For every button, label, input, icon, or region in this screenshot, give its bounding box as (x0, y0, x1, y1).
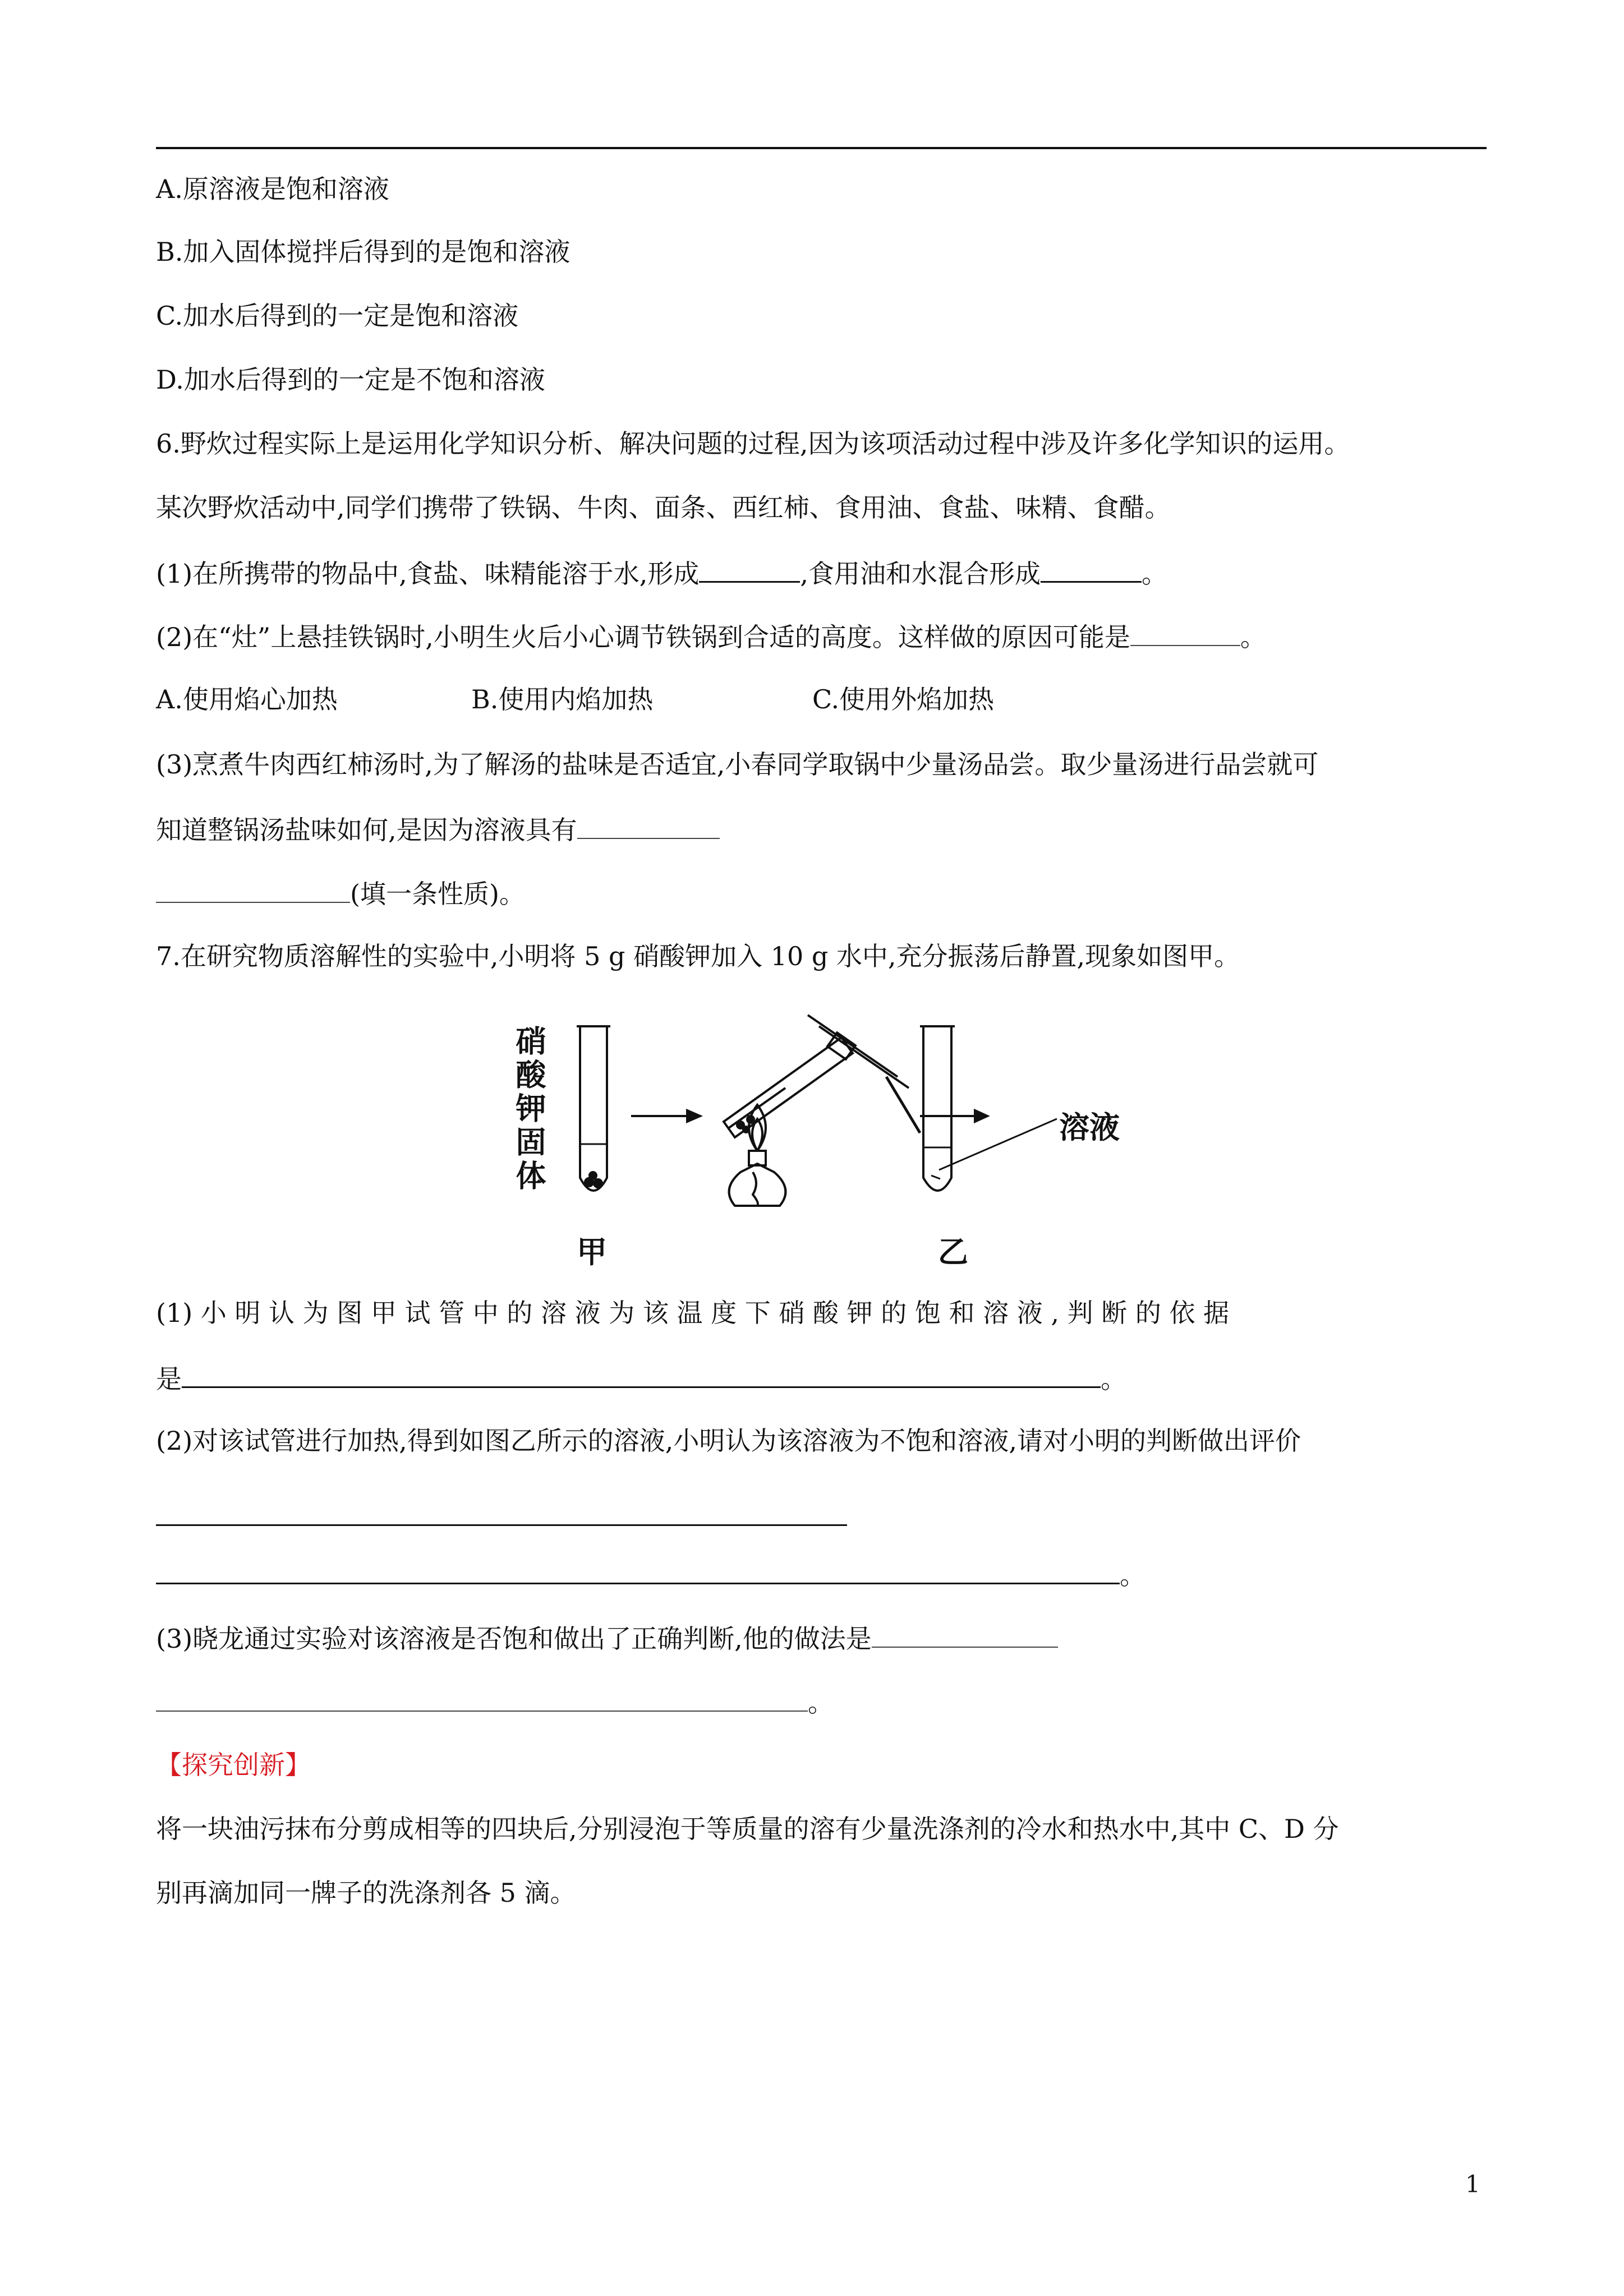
figure-label-solid: 硝酸钾固体 (511, 1025, 546, 1193)
q7-part3-line2 (156, 1688, 834, 1716)
test-tube-yi (920, 1026, 1057, 1191)
q7-part1-line1 (156, 1300, 1487, 1326)
q6-part3-line3 (156, 879, 525, 907)
q6-1-end: 。 (1142, 559, 1168, 589)
q6-part2 (156, 623, 1266, 650)
option-c: C.加水后得到的一定是饱和溶液 (156, 301, 519, 331)
figure-label-jia: 甲 (577, 1234, 607, 1270)
arrow-1 (631, 1110, 700, 1122)
q6-3-tail: (填一条性质)。 (350, 879, 525, 909)
section-title: 【探究创新】 (156, 1750, 311, 1780)
q6-intro-line1: 6.野炊过程实际上是运用化学知识分析、解决问题的过程,因为该项活动过程中涉及许多化学知识的运用。 (156, 428, 1350, 459)
final-paragraph-line2: 别再滴加同一牌子的洗涤剂各 5 滴。 (156, 1878, 576, 1908)
q7-1-end: 。 (1101, 1364, 1126, 1394)
answer-blank[interactable] (872, 1624, 1058, 1648)
figure-label-yi: 乙 (938, 1234, 968, 1270)
option-b: B.加入固体搅拌后得到的是饱和溶液 (156, 237, 571, 267)
answer-blank[interactable] (1130, 623, 1240, 646)
experiment-figure (494, 1004, 1156, 1273)
q7-3-end: 。 (808, 1688, 834, 1718)
q7-1-justified (156, 1300, 1487, 1326)
q7-2-end: 。 (1120, 1560, 1145, 1590)
q7-part3-line1 (156, 1624, 1058, 1652)
q6-option-c: C.使用外焰加热 (812, 684, 995, 714)
q7-part1-line2 (156, 1364, 1126, 1392)
answer-blank[interactable] (699, 559, 800, 583)
answer-blank[interactable] (156, 1560, 1120, 1584)
q6-1-text-b: ,食用油和水混合形成 (800, 559, 1041, 589)
q7-intro: 7.在研究物质溶解性的实验中,小明将 5 g 硝酸钾加入 10 g 水中,充分振荡后静置,现象如图甲。 (156, 941, 1240, 971)
alcohol-lamp-and-tube (724, 1015, 920, 1206)
q7-part2-line1: (2)对该试管进行加热,得到如图乙所示的溶液,小明认为该溶液为不饱和溶液,请对小明的判断做出评价 (156, 1426, 1301, 1456)
q6-2-end: 。 (1240, 622, 1266, 652)
q6-part3-line1: (3)烹煮牛肉西红柿汤时,为了解汤的盐味是否适宜,小春同学取锅中少量汤品尝。取少量汤进行品尝就可 (156, 749, 1319, 780)
answer-line[interactable] (156, 1524, 847, 1526)
page-number: 1 (1465, 2170, 1480, 2198)
q6-option-b: B.使用内焰加热 (471, 684, 654, 714)
final-paragraph-line1: 将一块油污抹布分剪成相等的四块后,分别浸泡于等质量的溶有少量洗涤剂的冷水和热水中,其中 C、D 分 (156, 1814, 1339, 1844)
q7-1-start: 是 (156, 1364, 182, 1394)
answer-blank[interactable] (1041, 559, 1142, 583)
arrow-2 (920, 1110, 987, 1122)
option-d: D.加水后得到的一定是不饱和溶液 (156, 365, 545, 395)
q7-3-text: (3)晓龙通过实验对该溶液是否饱和做出了正确判断,他的做法是 (156, 1624, 872, 1654)
test-tube-jia (577, 1026, 610, 1191)
q6-1-text-a: (1)在所携带的物品中,食盐、味精能溶于水,形成 (156, 559, 700, 589)
q7-1-text: (1) 小 明 认 为 图 甲 试 管 中 的 溶 液 为 该 温 度 下 硝 酸 钾 的 饱 和 溶 液 , 判 断 的 依 据 (156, 1298, 1230, 1328)
q6-intro-line2: 某次野炊活动中,同学们携带了铁锅、牛肉、面条、西红柿、食用油、食盐、味精、食醋。 (156, 492, 1171, 523)
figure-label-solution: 溶液 (1059, 1110, 1120, 1145)
q6-part3-line2 (156, 815, 720, 843)
answer-blank[interactable] (577, 815, 720, 839)
header-rule (156, 147, 1487, 149)
answer-blank[interactable] (182, 1364, 1101, 1388)
q6-option-a: A.使用焰心加热 (156, 684, 338, 714)
answer-blank[interactable] (156, 879, 350, 903)
q7-part2-line3 (156, 1560, 1145, 1588)
q6-part1 (156, 559, 1167, 587)
q6-3-text: 知道整锅汤盐味如何,是因为溶液具有 (156, 815, 577, 845)
apparatus-drawing (494, 1004, 1156, 1228)
q6-2-text: (2)在“灶”上悬挂铁锅时,小明生火后小心调节铁锅到合适的高度。这样做的原因可能是 (156, 622, 1130, 652)
answer-blank[interactable] (156, 1688, 808, 1712)
option-a: A.原溶液是饱和溶液 (156, 174, 389, 204)
